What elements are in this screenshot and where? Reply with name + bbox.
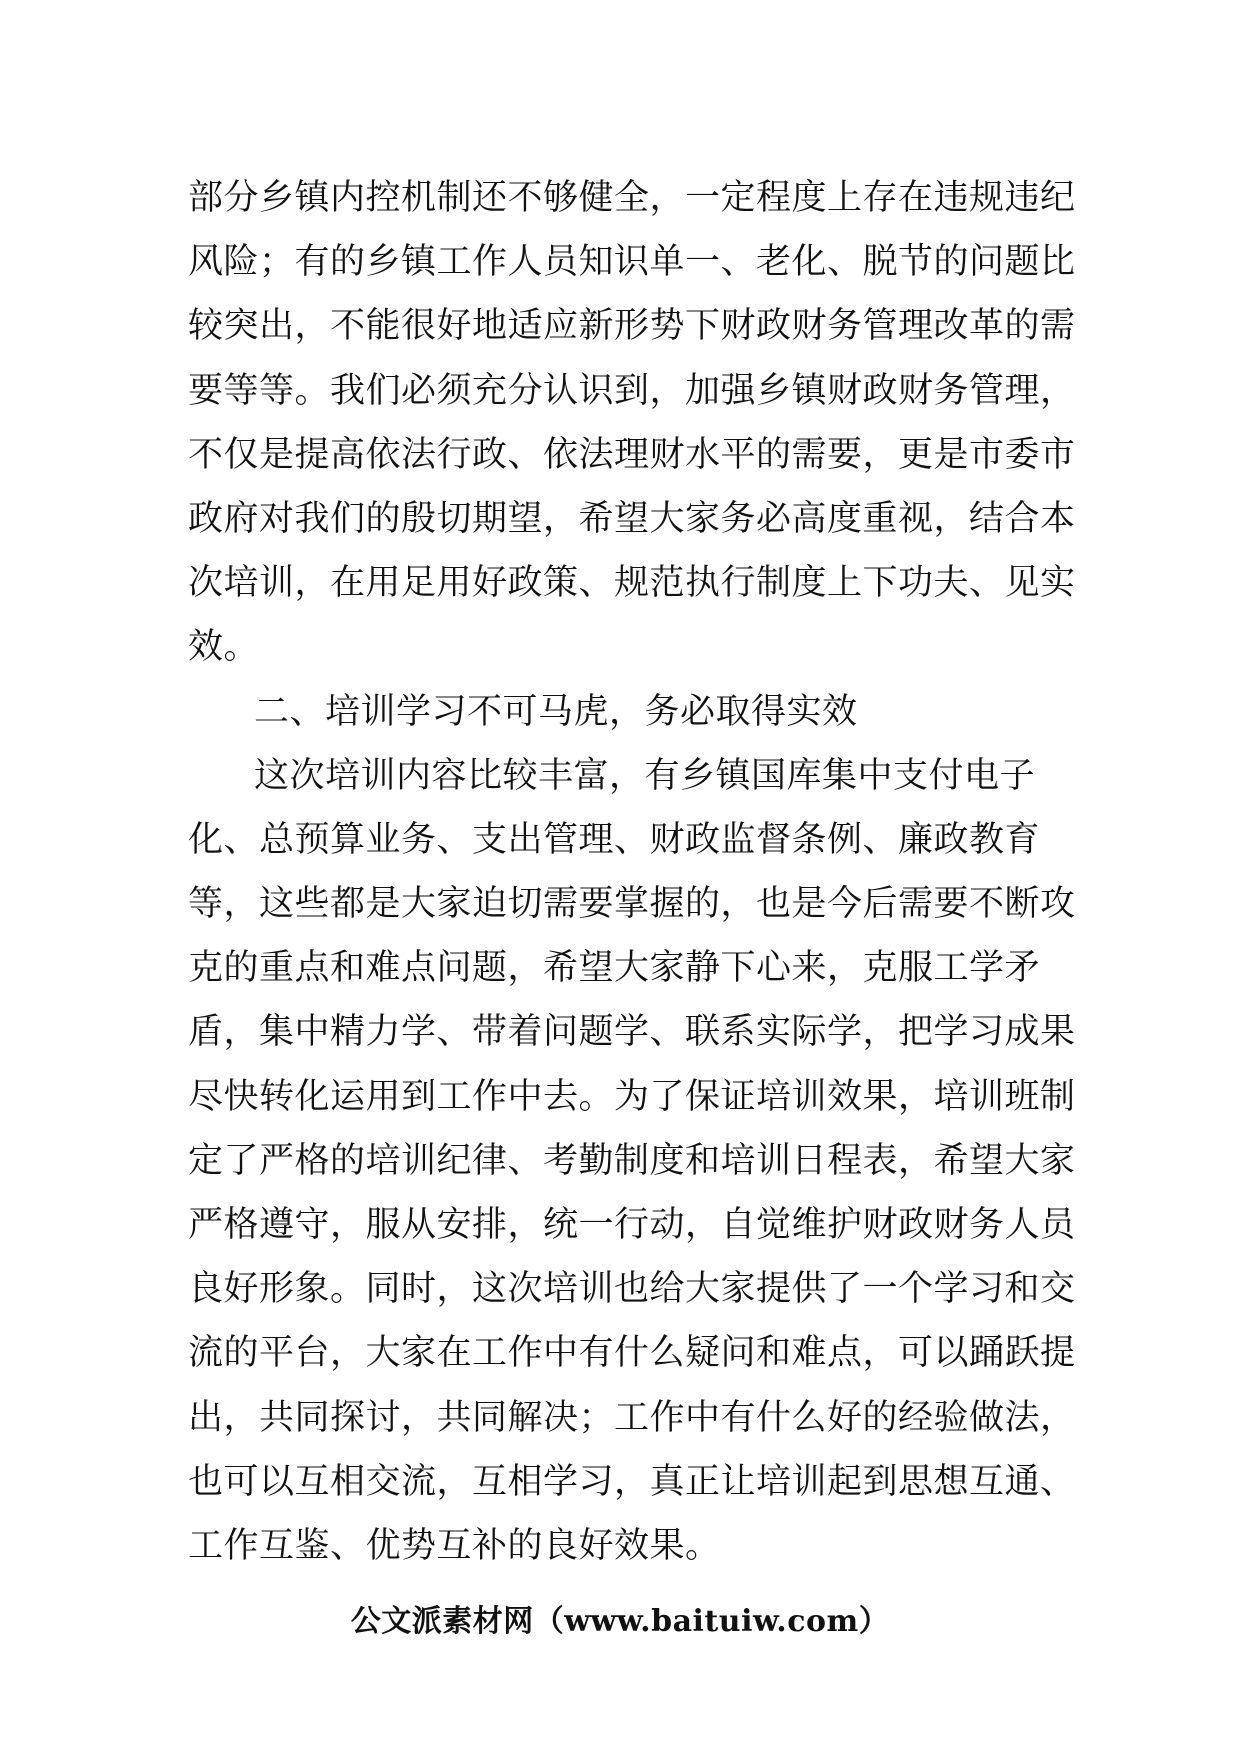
text-line: 要等等。我们必须充分认识到，加强乡镇财政财务管理， <box>188 370 1076 411</box>
text-line: 严格遵守，服从安排，统一行动，自觉维护财政财务人员 <box>188 1205 1076 1245</box>
text-line: 流的平台，大家在工作中有什么疑问和难点，可以踊跃提 <box>188 1333 1076 1374</box>
text-line: 良好形象。同时，这次培训也给大家提供了一个学习和交 <box>188 1269 1076 1310</box>
footer-watermark: 公文派素材网（www.baituiw.com） <box>350 1604 890 1639</box>
text-line: 部分乡镇内控机制还不够健全，一定程度上存在违规违纪 <box>188 178 1076 218</box>
text-line: 风险；有的乡镇工作人员知识单一、老化、脱节的问题比 <box>188 242 1076 283</box>
text-line: 较突出，不能很好地适应新形势下财政财务管理改革的需 <box>188 306 1076 347</box>
text-line: 这次培训内容比较丰富，有乡镇国库集中支付电子 <box>254 755 1036 796</box>
text-line: 次培训，在用足用好政策、规范执行制度上下功夫、见实 <box>188 563 1076 604</box>
text-line: 尽快转化运用到工作中去。为了保证培训效果，培训班制 <box>188 1076 1076 1117</box>
document-body <box>188 166 1076 1578</box>
text-line: 效。 <box>188 627 260 668</box>
text-line: 定了严格的培训纪律、考勤制度和培训日程表，希望大家 <box>188 1140 1076 1181</box>
text-line: 出，共同探讨，共同解决；工作中有什么好的经验做法， <box>188 1397 1076 1438</box>
text-line: 不仅是提高依法行政、依法理财水平的需要，更是市委市 <box>188 434 1076 475</box>
text-line: 也可以互相交流，互相学习，真正让培训起到思想互通、 <box>188 1461 1076 1502</box>
text-line: 工作互鉴、优势互补的良好效果。 <box>188 1525 721 1566</box>
text-line: 政府对我们的殷切期望，希望大家务必高度重视，结合本 <box>188 498 1076 539</box>
text-line: 克的重点和难点问题，希望大家静下心来，克服工学矛 <box>188 948 1041 989</box>
text-line: 化、总预算业务、支出管理、财政监督条例、廉政教育 <box>188 819 1041 860</box>
text-line: 等，这些都是大家迫切需要掌握的，也是今后需要不断攻 <box>188 884 1076 925</box>
text-line: 二、培训学习不可马虎，务必取得实效 <box>254 691 858 732</box>
text-line: 盾，集中精力学、带着问题学、联系实际学，把学习成果 <box>188 1012 1076 1053</box>
